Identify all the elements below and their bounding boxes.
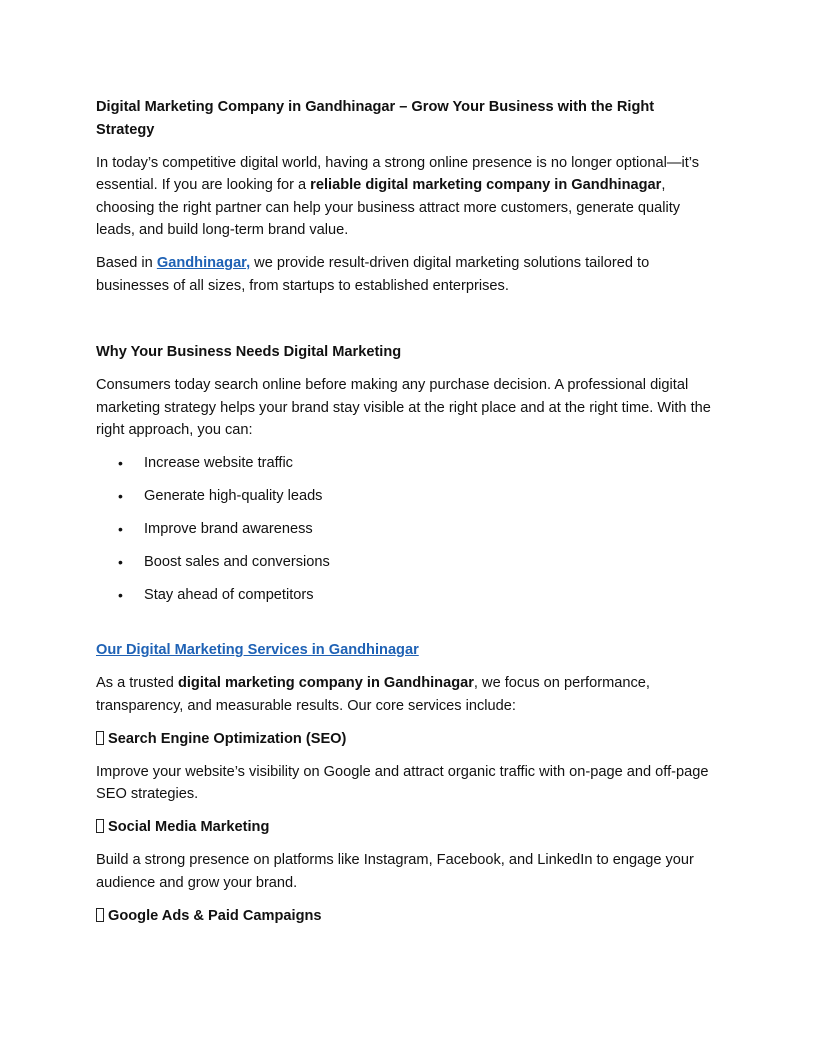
list-item [96, 452, 716, 475]
service-seo-heading [96, 728, 716, 751]
list-item [96, 485, 716, 508]
list-item [96, 551, 716, 574]
benefits-list [96, 452, 716, 607]
list-item-text: Improve brand awareness [144, 521, 313, 538]
gandhinagar-link[interactable] [157, 255, 250, 271]
list-item-text: Generate high-quality leads [144, 488, 323, 505]
intro-paragraph [96, 152, 716, 242]
services-intro-before: As a trusted [96, 674, 178, 691]
bullet-icon: • [118, 521, 123, 538]
section-gap [96, 617, 716, 639]
bullet-icon: • [118, 587, 123, 604]
services-section-title [96, 639, 716, 662]
bullet-icon: • [118, 488, 123, 505]
list-item [96, 584, 716, 607]
list-item [96, 518, 716, 541]
intro-text-before: In today’s competitive digital world, having a strong online presence is no longer optional—it’s essential. If you are looking for a [96, 154, 700, 194]
service-social-desc: Build a strong presence on platforms like Instagram, Facebook, and LinkedIn to engage your audience and grow your brand. [96, 852, 694, 891]
gandhinagar-link-label: Gandhinagar [156, 255, 247, 272]
based-text-after: we provide result-driven digital marketing solutions tailored to businesses of all sizes, from startups to established enterprises. [96, 255, 650, 294]
service-seo-title: Search Engine Optimization (SEO) [108, 730, 347, 747]
service-ads-title: Google Ads & Paid Campaigns [108, 907, 322, 924]
gandhinagar-link-suffix: , [246, 255, 251, 272]
intro-text-bold: reliable digital marketing company in Gandhinagar [310, 177, 662, 194]
list-item-text: Boost sales and conversions [144, 554, 330, 571]
based-paragraph [96, 252, 716, 297]
services-intro-bold: digital marketing company in Gandhinagar [177, 674, 474, 691]
service-social-heading [96, 816, 716, 839]
missing-glyph-icon [96, 908, 104, 922]
section-gap [96, 308, 716, 341]
services-intro-paragraph [96, 672, 716, 717]
bullet-icon: • [118, 554, 123, 571]
bullet-icon: • [118, 455, 123, 472]
missing-glyph-icon [96, 819, 104, 833]
missing-glyph-icon [96, 731, 104, 745]
based-text-before: Based in [96, 255, 157, 272]
services-intro-after: , we focus on performance, transparency, and measurable results. Our core services include: [96, 674, 650, 714]
service-seo-desc: Improve your website’s visibility on Google and attract organic traffic with on-page and off-page SEO strategies. [96, 763, 709, 803]
intro-text-after: , choosing the right partner can help your business attract more customers, generate quality leads, and build long-term brand value. [96, 177, 681, 239]
service-social-title: Social Media Marketing [108, 819, 270, 836]
list-item-text: Increase website traffic [144, 455, 293, 472]
document-title: Digital Marketing Company in Gandhinagar – Grow Your Business with the Right Strategy [96, 99, 655, 138]
why-paragraph: Consumers today search online before making any purchase decision. A professional digital marketing strategy helps your brand stay visible at the right place and at the right time. With the right approach, you can: [96, 376, 711, 439]
why-section-title: Why Your Business Needs Digital Marketing [96, 343, 402, 360]
services-title-link[interactable]: Our Digital Marketing Services in Gandhinagar [96, 642, 419, 658]
list-item-text: Stay ahead of competitors [144, 587, 314, 604]
service-ads-heading [96, 905, 716, 928]
